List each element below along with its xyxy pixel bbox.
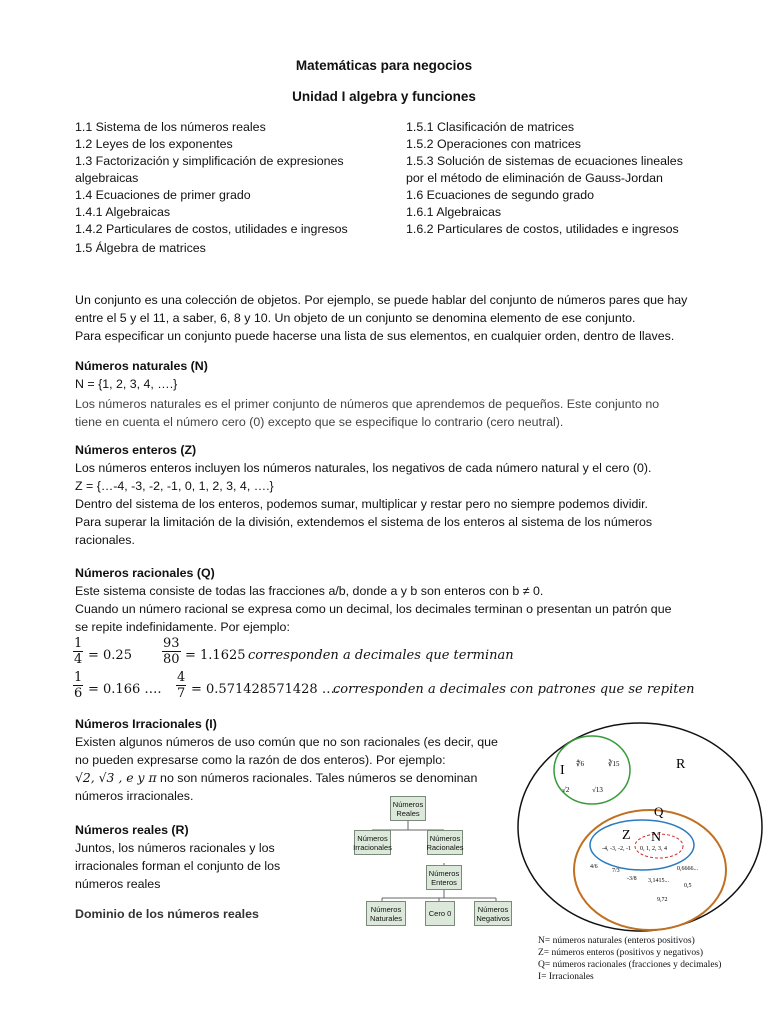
label-r: R <box>676 757 686 772</box>
toc-item: 1.5.3 Solución de sistemas de ecuaciones lineales <box>406 154 683 168</box>
set-z-circle <box>590 820 694 870</box>
irrational-example: ∛15 <box>608 760 620 768</box>
venn-legend <box>538 935 721 983</box>
toc-item: 1.6.1 Algebraicas <box>406 205 502 219</box>
toc-item: 1.3 Factorización y simplificación de expresiones <box>75 154 344 168</box>
toc-item: 1.4.2 Particulares de costos, utilidades e ingresos <box>75 222 348 236</box>
text-line: Existen algunos números de uso común que no son racionales (es decir, que <box>75 735 498 749</box>
intro-paragraph <box>75 291 695 345</box>
text-line <box>75 769 515 787</box>
text-line: Este sistema consiste de todas las fracciones a/b, donde a y b son enteros con b ≠ 0. <box>75 584 544 598</box>
irrational-examples: √2, √3 , e y π <box>75 770 157 785</box>
rational-example: 9,72 <box>657 897 668 903</box>
result-4: = 0.571428571428 …. <box>191 682 339 697</box>
rational-example: 0,5 <box>684 883 692 889</box>
set-definition: Z = {…-4, -3, -2, -1, 0, 1, 2, 3, 4, ….} <box>75 479 274 493</box>
numerator: 1 <box>74 636 83 651</box>
tree-node-negativos: Números Negativos <box>474 901 512 926</box>
rational-example: 3,1415... <box>648 878 669 884</box>
section-heading: Números racionales (Q) <box>75 566 215 580</box>
legend-item: Z= números enteros (positivos y negativos) <box>538 948 703 958</box>
irrational-example: √2 <box>562 786 570 794</box>
toc-item: 1.5.2 Operaciones con matrices <box>406 137 581 151</box>
rational-example: 0,6666... <box>677 866 698 872</box>
fraction-93-80 <box>162 636 181 667</box>
label-n: N <box>651 830 662 845</box>
toc-item: 1.4 Ecuaciones de primer grado <box>75 188 251 202</box>
section-enteros <box>75 441 695 549</box>
rational-example: 4/6 <box>590 864 598 870</box>
numerator: 93 <box>163 636 180 651</box>
venn-diagram <box>512 720 768 934</box>
text-line: Los números enteros incluyen los números naturales, los negativos de cada número natural y el cero (0). <box>75 461 652 475</box>
result-1: = 0.25 <box>88 648 132 663</box>
toc-item: 1.5.1 Clasificación de matrices <box>406 120 575 134</box>
text-line: Para superar la limitación de la división, extendemos el sistema de los enteros al sistema de los números <box>75 515 653 529</box>
toc-item: 1.2 Leyes de los exponentes <box>75 137 233 151</box>
text-line: Juntos, los números racionales y los <box>75 841 275 855</box>
tree-node-racionales: Números Racionales <box>427 830 463 855</box>
note-repeating: corresponden a decimales con patrones que se repiten <box>333 682 695 697</box>
result-3: = 0.166 …. <box>88 682 162 697</box>
label-q: Q <box>654 804 664 819</box>
numerator: 1 <box>74 670 83 685</box>
tree-node-irracionales: Números Irracionales <box>354 830 391 855</box>
fraction-4-7 <box>176 670 186 701</box>
toc-item: 1.4.1 Algebraicas <box>75 205 171 219</box>
text-line: racionales. <box>75 533 135 547</box>
toc-item: por el método de eliminación de Gauss-Jordan <box>406 171 663 185</box>
irrational-example: √13 <box>592 786 603 794</box>
text-line: números irracionales. <box>75 789 194 803</box>
rational-example: 7/3 <box>612 868 620 874</box>
section-heading: Números reales (R) <box>75 823 189 837</box>
rational-example: -3/8 <box>627 876 637 882</box>
note-terminating: corresponden a decimales que terminan <box>248 648 514 663</box>
intro-line: Para especificar un conjunto puede hacerse una lista de sus elementos, en cualquier orden, dentro de llaves. <box>75 329 675 343</box>
negative-values: -4, -3, -2, -1 <box>602 846 631 852</box>
toc-item: 1.5 Álgebra de matrices <box>75 241 206 255</box>
label-i: I <box>560 763 565 778</box>
legend-item: I= Irracionales <box>538 972 594 982</box>
section-naturales <box>75 357 695 431</box>
denominator: 4 <box>74 652 83 667</box>
tree-node-enteros: Números Enteros <box>426 865 462 890</box>
tree-node-naturales: Números Naturales <box>366 901 406 926</box>
text-line: se repite indefinidamente. Por ejemplo: <box>75 620 290 634</box>
text-line: Cuando un número racional se expresa como un decimal, los decimales terminan o presentan un patrón que <box>75 602 672 616</box>
toc-item: 1.6 Ecuaciones de segundo grado <box>406 188 595 202</box>
document-subtitle: Unidad I algebra y funciones <box>292 89 476 104</box>
desc-line: tiene en cuenta el número cero (0) excepto que se especifique lo contrario (cero neutral). <box>75 415 564 429</box>
desc-line: Los números naturales es el primer conjunto de números que aprendemos de pequeños. Este conjunto no <box>75 397 660 411</box>
fraction-1-6 <box>73 670 83 701</box>
toc-item: 1.1 Sistema de los números reales <box>75 120 266 134</box>
section-heading: Números enteros (Z) <box>75 443 197 457</box>
toc-item: algebraicas <box>75 171 139 185</box>
denominator: 80 <box>163 652 180 667</box>
dominio-heading: Dominio de los números reales <box>75 907 259 921</box>
denominator: 7 <box>177 686 186 701</box>
section-reales <box>75 821 335 893</box>
label-z: Z <box>622 828 631 843</box>
result-2: = 1.1625 <box>185 648 246 663</box>
toc-right <box>406 119 683 238</box>
section-racionales <box>75 564 695 636</box>
fraction-1-4 <box>73 636 83 667</box>
text-line: Dentro del sistema de los enteros, podemos sumar, multiplicar y restar pero no siempre podemos dividir. <box>75 497 648 511</box>
tree-node-reales: Números Reales <box>390 796 426 821</box>
text-line: números reales <box>75 877 161 891</box>
tree-node-cero: Cero 0 <box>425 901 455 926</box>
irrational-example: ∜6 <box>576 760 584 768</box>
intro-line: entre el 5 y el 11, a saber, 6, 8 y 10. Un objeto de un conjunto se denomina elemento de ese conjunto. <box>75 311 636 325</box>
numerator: 4 <box>177 670 186 685</box>
natural-values: 0, 1, 2, 3, 4 <box>640 846 667 852</box>
document-title: Matemáticas para negocios <box>295 58 473 73</box>
denominator: 6 <box>74 686 83 701</box>
intro-line: Un conjunto es una colección de objetos. Por ejemplo, se puede hablar del conjunto de números pares que hay <box>75 293 688 307</box>
text-line: no pueden expresarse como la razón de dos enteros). Por ejemplo: <box>75 753 446 767</box>
set-definition: N = {1, 2, 3, 4, ….} <box>75 377 178 391</box>
section-heading: Números naturales (N) <box>75 359 208 373</box>
set-r-circle <box>518 723 762 931</box>
toc-left <box>75 119 348 257</box>
section-heading: Números Irracionales (I) <box>75 717 217 731</box>
legend-item: N= números naturales (enteros positivos) <box>538 936 695 946</box>
text-span: no son números racionales. Tales números se denominan <box>156 771 478 785</box>
text-line: irracionales forman el conjunto de los <box>75 859 281 873</box>
legend-item: Q= números racionales (fracciones y decimales) <box>538 960 722 970</box>
toc-item: 1.6.2 Particulares de costos, utilidades e ingresos <box>406 222 679 236</box>
